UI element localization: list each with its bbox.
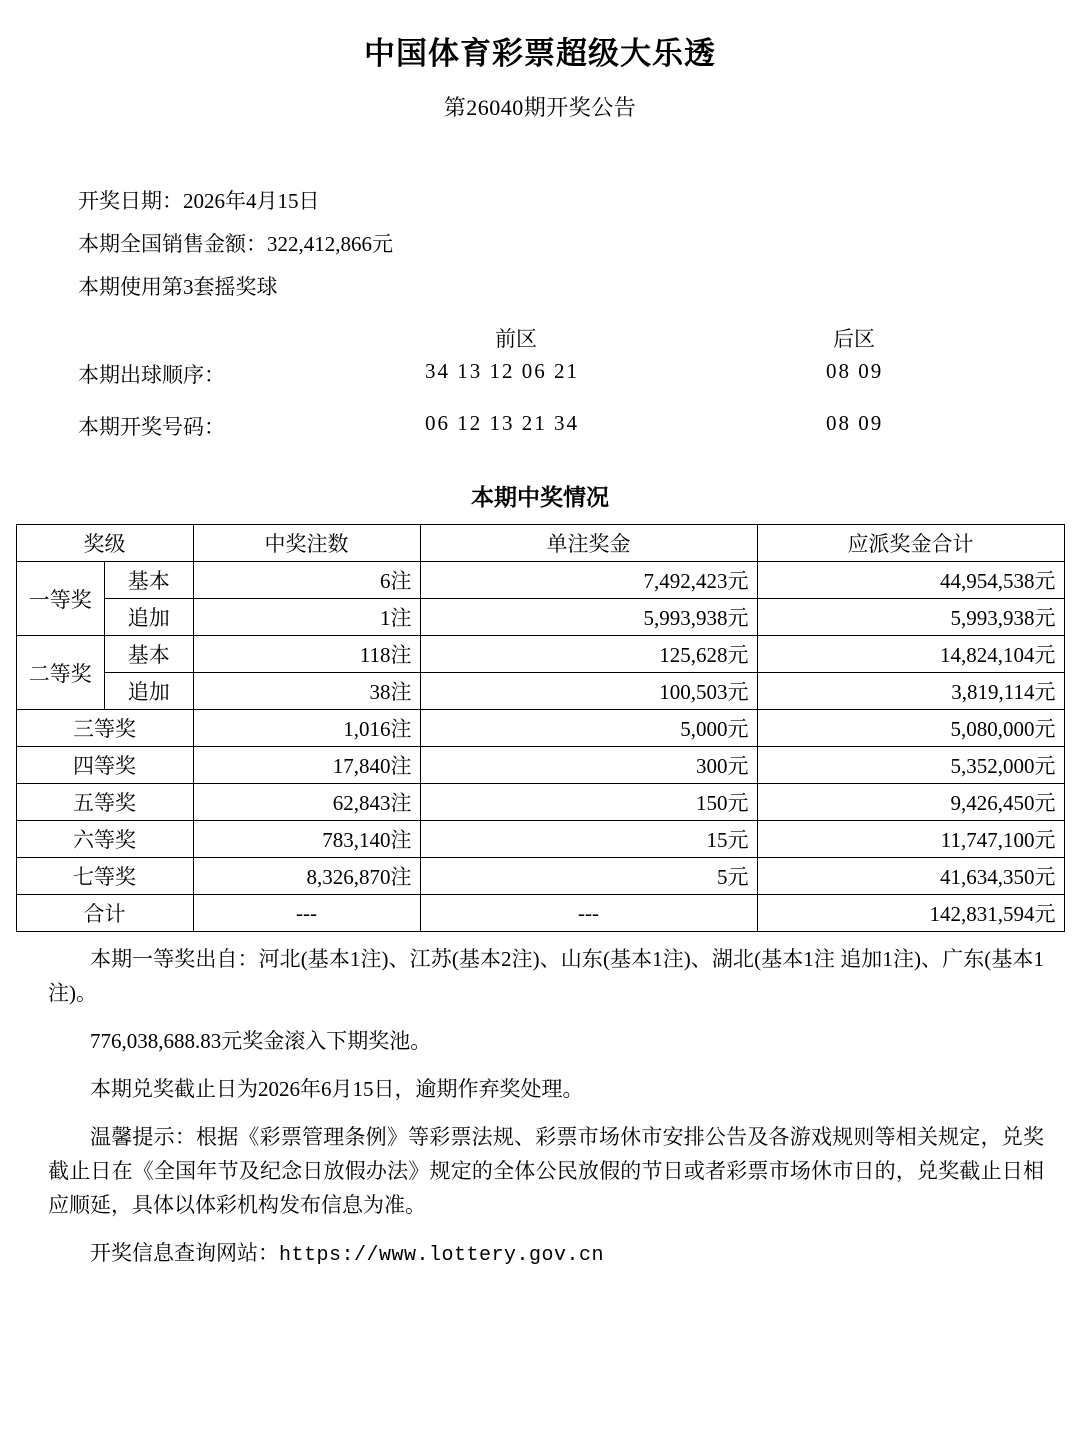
cell-subtype: 追加 [105,673,194,710]
prize-table [16,524,1065,932]
cell-subtype: 基本 [105,562,194,599]
cell-grade: 四等奖 [16,747,193,784]
table-row [16,858,1064,895]
cell-subtype: 基本 [105,636,194,673]
cell-total: 5,080,000元 [757,710,1064,747]
winning-numbers-label: 本期开奖号码： [78,415,225,439]
cell-count: 118注 [193,636,420,673]
website-url[interactable]: https://www.lottery.gov.cn [279,1244,605,1267]
cell-each: 300元 [420,747,757,784]
notes-block [0,942,1080,1273]
cell-count: 38注 [193,673,420,710]
winning-numbers-row [0,411,1080,463]
cell-grade: 三等奖 [16,710,193,747]
header-count: 中奖注数 [193,525,420,562]
cell-each: 125,628元 [420,636,757,673]
info-block [0,180,1080,309]
cell-each: --- [420,895,757,932]
cell-each: 100,503元 [420,673,757,710]
cell-count: 8,326,870注 [193,858,420,895]
header-each: 单注奖金 [420,525,757,562]
table-row [16,562,1064,599]
rollover-note: 776,038,688.83元奖金滚入下期奖池。 [90,1029,432,1053]
cell-each: 15元 [420,821,757,858]
table-row [16,673,1064,710]
sales-amount-line: 本期全国销售金额：322,412,866元 [78,232,393,256]
winning-numbers-front: 06 12 13 21 34 [425,411,579,435]
cell-total: 11,747,100元 [757,821,1064,858]
ball-order-front: 34 13 12 06 21 [425,359,579,383]
website-note [48,1236,1044,1273]
cell-grade: 六等奖 [16,821,193,858]
winning-numbers-back: 08 09 [826,411,884,435]
ball-order-back: 08 09 [826,359,884,383]
cell-total: 41,634,350元 [757,858,1064,895]
tips-note: 温馨提示：根据《彩票管理条例》等彩票法规、彩票市场休市安排公告及各游戏规则等相关规定，兑奖截止日在《全国年节及纪念日放假办法》规定的全体公民放假的节日或者彩票市场休市日的，兑奖截止日相应顺延，具体以体彩机构发布信息为准。 [48,1125,1044,1217]
cell-each: 150元 [420,784,757,821]
cell-grade: 合计 [16,895,193,932]
table-row [16,784,1064,821]
ball-order-row [0,359,1080,411]
first-prize-origin-note: 本期一等奖出自：河北(基本1注)、江苏(基本2注)、山东(基本1注)、湖北(基本1注 追加1注)、广东(基本1注)。 [48,947,1044,1005]
table-row [16,636,1064,673]
cell-grade: 七等奖 [16,858,193,895]
cell-count: 6注 [193,562,420,599]
table-header-row [16,525,1064,562]
cell-grade: 一等奖 [16,562,105,636]
cell-total: 3,819,114元 [757,673,1064,710]
cell-grade: 二等奖 [16,636,105,710]
draw-date-line: 开奖日期：2026年4月15日 [78,189,320,213]
zone-header [0,323,1080,359]
cell-count: 783,140注 [193,821,420,858]
cell-total: 44,954,538元 [757,562,1064,599]
table-row [16,821,1064,858]
cell-each: 7,492,423元 [420,562,757,599]
cell-count: 62,843注 [193,784,420,821]
cell-count: --- [193,895,420,932]
header-grade: 奖级 [16,525,193,562]
lottery-announcement-page [0,28,1080,1452]
cell-total: 9,426,450元 [757,784,1064,821]
cell-total: 14,824,104元 [757,636,1064,673]
back-zone-label: 后区 [833,327,875,351]
deadline-note: 本期兑奖截止日为2026年6月15日，逾期作弃奖处理。 [90,1077,584,1101]
table-row-total [16,895,1064,932]
cell-count: 1,016注 [193,710,420,747]
cell-grade: 五等奖 [16,784,193,821]
cell-each: 5,000元 [420,710,757,747]
ball-order-label: 本期出球顺序： [78,363,225,387]
header-total: 应派奖金合计 [757,525,1064,562]
page-subtitle: 第26040期开奖公告 [443,95,637,120]
cell-total: 142,831,594元 [757,895,1064,932]
cell-each: 5,993,938元 [420,599,757,636]
page-title: 中国体育彩票超级大乐透 [364,36,716,71]
front-zone-label: 前区 [495,327,537,351]
prize-table-caption: 本期中奖情况 [471,485,609,510]
website-label: 开奖信息查询网站： [90,1241,279,1265]
cell-each: 5元 [420,858,757,895]
cell-total: 5,993,938元 [757,599,1064,636]
table-row [16,747,1064,784]
cell-total: 5,352,000元 [757,747,1064,784]
cell-subtype: 追加 [105,599,194,636]
cell-count: 17,840注 [193,747,420,784]
cell-count: 1注 [193,599,420,636]
table-row [16,599,1064,636]
table-row [16,710,1064,747]
ball-set-line: 本期使用第3套摇奖球 [78,275,278,299]
